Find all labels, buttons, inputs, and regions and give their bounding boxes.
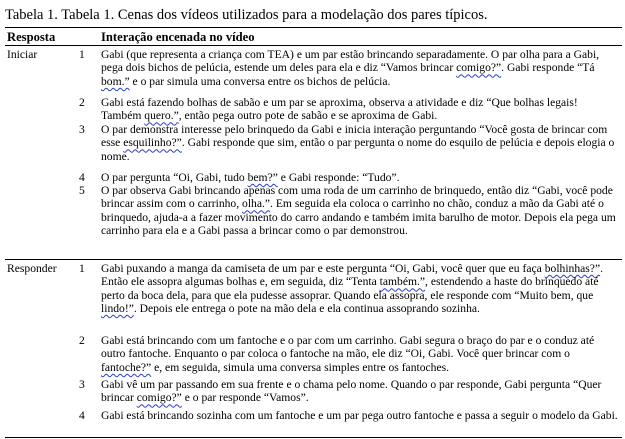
row-number: 1 (79, 48, 85, 61)
row-number: 2 (79, 334, 85, 347)
table-header-rule (5, 45, 622, 46)
spellcheck-flagged-text: comigo?” (136, 391, 182, 405)
text-segment: O par observa Gabi brincando apenas com uma roda de um carrinho de brinquedo, então diz “Gabi, você pode brincar assim com o carrinho, (101, 184, 613, 211)
table-bottom-rule (5, 437, 622, 438)
spellcheck-flagged-text: bom.” (101, 74, 130, 88)
table-caption: Tabela 1. Tabela 1. Cenas dos vídeos utilizados para a modelação dos pares típicos. (5, 7, 488, 23)
text-segment: . Então ele assopra algumas bolhas e, em seguida, diz “Tenta (101, 262, 604, 289)
scene-description (101, 171, 618, 184)
text-segment: . Em seguida ela coloca o carrinho no chão, conduz a mão da Gabi até o brinquedo, ajuda-a a fazer movimento do carro andando e também imita barulho de motor. Depois ela pega um carrinho para ela e a Gabi passa a brincar como o par demonstrou. (101, 197, 616, 238)
spellcheck-flagged-text: esquilinho?” (123, 136, 182, 150)
scene-description (101, 48, 618, 88)
text-segment: , então pega outro pote de sabão e se aproxima de Gabi. (178, 109, 438, 123)
spellcheck-flagged-text: fantoche?” (101, 360, 152, 374)
section-label-iniciar: Iniciar (7, 48, 38, 61)
spellcheck-flagged-text: lindo!” (101, 302, 134, 316)
row-number: 4 (79, 171, 85, 184)
text-segment: Gabi está brincando com um fantoche e o par com um carrinho. Gabi segura o braço do par e o conduz até outro fantoche. Enquanto o par coloca o fantoche na mão, ele diz “Oi, Gabi. Você quer brincar com o (101, 334, 595, 361)
row-number: 1 (79, 262, 85, 275)
spellcheck-flagged-text: comigo?” (456, 61, 502, 75)
spellcheck-flagged-text: bolhinhas?” (544, 262, 601, 275)
scene-description (101, 262, 618, 316)
scene-description (101, 378, 618, 405)
scene-description (101, 184, 618, 238)
text-segment: e Gabi responde: “Tudo”. (277, 171, 400, 184)
text-segment: Gabi puxando a manga da camiseta de um par e este pergunta “Oi, Gabi, você quer que eu faça (101, 262, 545, 275)
text-segment: . Depois ele entrega o pote na mão dela e ela continua assoprando sozinha. (133, 302, 480, 316)
row-number: 2 (79, 96, 85, 109)
text-segment: e o par responde “Vamos”. (181, 391, 309, 405)
spellcheck-flagged-text: quero.” (144, 109, 179, 123)
row-number: 3 (79, 378, 85, 391)
row-number: 4 (79, 409, 85, 422)
text-segment: . Gabi responde “Tá (501, 61, 595, 75)
section-divider-rule (5, 259, 622, 260)
spellcheck-flagged-text: também.” (379, 275, 426, 289)
row-number: 5 (79, 184, 85, 197)
text-segment: e o par simula uma conversa entre os bichos de pelúcia. (129, 74, 391, 88)
text-segment: O par demonstra interesse pelo brinquedo da Gabi e inicia interação perguntando “Você gosta de brincar com esse (101, 123, 608, 150)
header-resposta: Resposta (7, 30, 56, 44)
text-segment: e, em seguida, simula uma conversa simples entre os fantoches. (151, 360, 450, 374)
text-segment: O par pergunta “Oi, Gabi, tudo (101, 171, 248, 184)
section-label-responder: Responder (7, 262, 57, 275)
text-segment: , estendendo a haste do brinquedo até perto da boca dela, para que ela pudesse assoprar. Quando ela assopra, ele responde com “Muito bem, que (101, 275, 599, 302)
scene-description (101, 123, 618, 163)
spellcheck-flagged-text: olha.” (242, 197, 271, 211)
text-segment: . Gabi responde que sim, então o par pergunta o nome do esquilo de pelúcia e depois elogia o nome. (101, 136, 615, 163)
text-segment: Gabi está fazendo bolhas de sabão e um par se aproxima, observa a atividade e diz “Que bolhas legais! Também (101, 96, 578, 123)
scene-description (101, 96, 618, 123)
text-segment: Gabi (que representa a criança com TEA) e um par estão brincando separadamente. O par olha para a Gabi, pega dois bichos de pelúcia, estende um deles para ela e diz “Vamos brincar (101, 48, 600, 75)
row-number: 3 (79, 123, 85, 136)
text-segment: Gabi vê um par passando em sua frente e o chama pelo nome. Quando o par responde, Gabi pergunta “Quer brincar (101, 378, 602, 405)
text-segment: Gabi está brincando sozinha com um fantoche e um par pega outro fantoche e passa a seguir o modelo da Gabi. (101, 409, 618, 422)
table-top-rule (5, 27, 622, 28)
header-interacao: Interação encenada no vídeo (101, 30, 255, 44)
scene-description (101, 409, 618, 422)
scene-description (101, 334, 618, 374)
spellcheck-flagged-text: bem?” (247, 171, 278, 184)
